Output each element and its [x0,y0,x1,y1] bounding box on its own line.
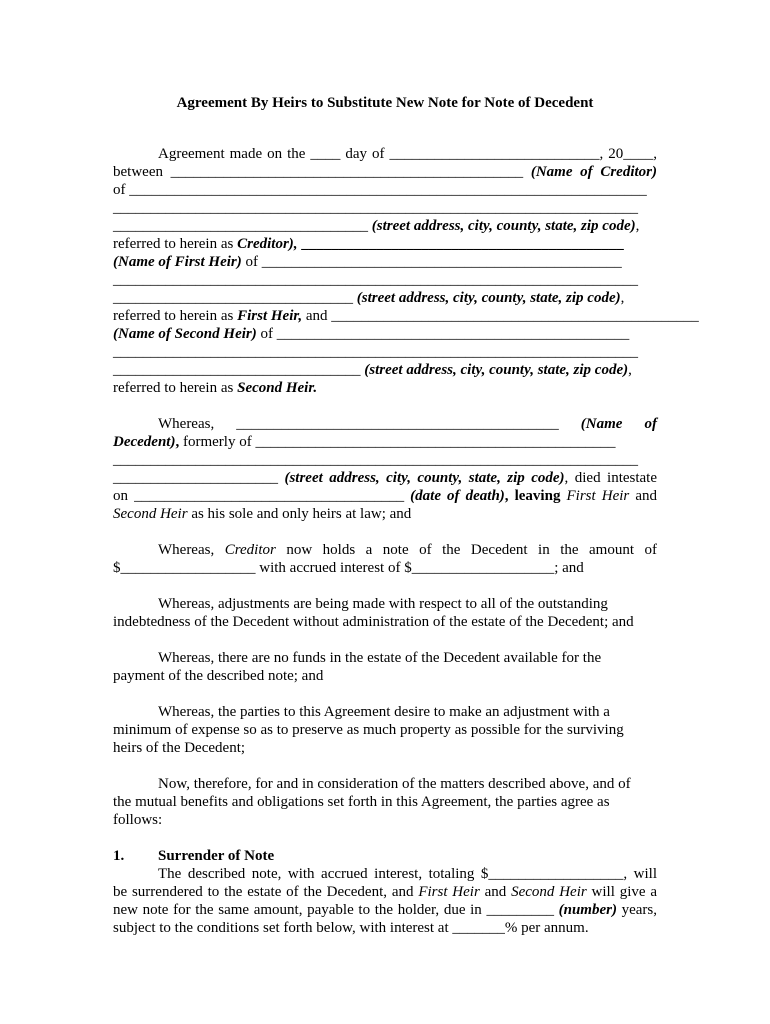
intro-line-4: ______________________________________________________________________ [113,200,638,216]
intro-line-6: referred to herein as Creditor), ___________________________________________ [113,236,624,252]
intro-line-3: of _____________________________________________________________________ [113,182,647,198]
whereas4-line-2: payment of the described note; and [113,668,324,684]
intro-line-5: __________________________________ (street address, city, county, state, zip code), [113,218,640,234]
whereas5-line-1: Whereas, the parties to this Agreement desire to make an adjustment with a [158,704,610,720]
section1-line-1: The described note, with accrued interest, totaling $__________________, will [158,866,657,882]
whereas1-line-4: ______________________ (street address, city, county, state, zip code), died intestate [113,470,658,486]
whereas-decedent-paragraph [113,415,657,523]
creditor-address-label: (street address, city, county, state, zip code) [371,218,636,234]
whereas1-line-3: ______________________________________________________________________ [113,452,638,468]
intro-line-14: referred to herein as Second Heir. [113,380,318,396]
whereas1-line-5: on ____________________________________ (date of death), leaving First Heir and [113,488,657,504]
intro-line-8: ______________________________________________________________________ [113,272,638,288]
first-heir-address-label: (street address, city, county, state, zip code) [356,290,621,306]
now-line-2: the mutual benefits and obligations set forth in this Agreement, the parties agree as [113,794,610,810]
now-line-1: Now, therefore, for and in consideration of the matters described above, and of [158,776,631,792]
section1-line-4: subject to the conditions set forth below, with interest at _______% per annum. [113,920,589,936]
whereas2-line-2: $__________________ with accrued interest of $___________________; and [113,560,584,576]
now-therefore-paragraph [113,775,657,829]
number-of-years-label: (number) [558,902,617,918]
intro-line-7: (Name of First Heir) of ________________________________________________ [113,254,622,270]
section-1-number: 1. [113,848,125,864]
whereas3-line-1: Whereas, adjustments are being made with respect to all of the outstanding [158,596,608,612]
now-line-3: follows: [113,812,163,828]
section-1-title: Surrender of Note [158,848,275,864]
whereas-adjustments-paragraph [113,595,657,631]
intro-line-11: (Name of Second Heir) of _______________________________________________ [113,326,630,342]
creditor-name-label: (Name of Creditor) [530,164,657,180]
decedent-name-label: Decedent) [113,434,176,450]
whereas4-line-1: Whereas, there are no funds in the estate of the Decedent available for the [158,650,602,666]
intro-line-2: between _______________________________________________ (Name of Creditor) [113,164,657,180]
whereas-parties-paragraph [113,703,657,757]
document-title: Agreement By Heirs to Substitute New Note for Note of Decedent [176,95,594,111]
intro-line-10: referred to herein as First Heir, and _________________________________________________ [113,308,699,324]
first-heir-name-label: (Name of First Heir) [113,254,242,270]
intro-line-12: ______________________________________________________________________ [113,344,638,360]
second-heir-address-label: (street address, city, county, state, zip code) [364,362,629,378]
decedent-address-label: (street address, city, county, state, zip code) [284,470,565,486]
document-page [113,94,699,937]
whereas1-line-1: Whereas, ___________________________________________ (Name of [158,416,657,432]
section1-line-2: be surrendered to the estate of the Decedent, and First Heir and Second Heir will give a [113,884,658,900]
whereas-note-paragraph [113,541,657,577]
section-1-heading [113,847,657,865]
whereas2-line-1: Whereas, Creditor now holds a note of the Decedent in the amount of [158,542,657,558]
date-of-death-label: (date of death) [410,488,505,504]
whereas1-line-2: Decedent), formerly of ________________________________________________ [113,434,616,450]
intro-paragraph [113,145,699,397]
intro-line-13: _________________________________ (street address, city, county, state, zip code), [113,362,632,378]
section1-line-3: new note for the same amount, payable to the holder, due in _________ (number) years, [113,902,658,918]
whereas5-line-2: minimum of expense so as to preserve as much property as possible for the surviving [113,722,624,738]
whereas1-line-6: Second Heir as his sole and only heirs at law; and [113,506,412,522]
second-heir-name-label: (Name of Second Heir) [113,326,257,342]
section-surrender-of-note [113,847,657,937]
whereas-funds-paragraph [113,649,657,685]
intro-line-9: ________________________________ (street address, city, county, state, zip code), [113,290,625,306]
whereas3-line-2: indebtedness of the Decedent without administration of the estate of the Decedent; and [113,614,634,630]
intro-line-1: Agreement made on the ____ day of ____________________________, 20____, [158,146,657,162]
whereas5-line-3: heirs of the Decedent; [113,740,246,756]
